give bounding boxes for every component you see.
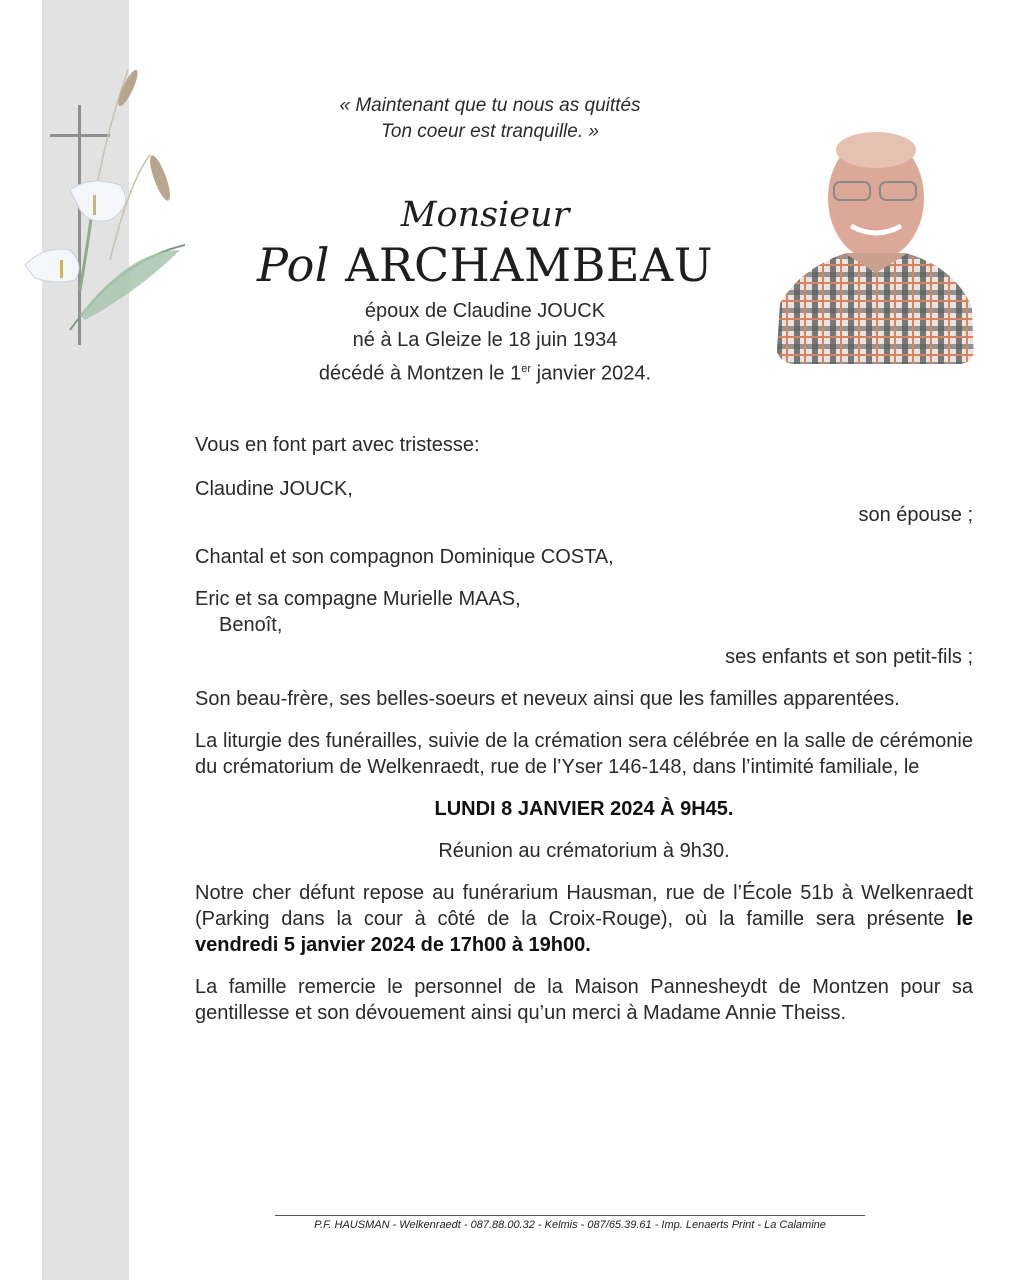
- meeting-text: Réunion au crématorium à 9h30.: [438, 840, 730, 862]
- quote-line-1: « Maintenant que tu nous as quittés: [339, 95, 641, 116]
- deceased-header: [230, 193, 740, 389]
- memorial-quote: [300, 93, 680, 145]
- ceremony-date: LUNDI 8 JANVIER 2024 À 9H45.: [434, 798, 734, 820]
- spouse-role: son épouse ;: [858, 504, 973, 526]
- death-line-prefix: décédé à Montzen le 1: [318, 362, 522, 385]
- lily-icon: [25, 181, 126, 290]
- cross-lily-illustration: [20, 60, 200, 360]
- visitation-time: le vendredi 5 janvier 2024 de 17h00 à 19h00.: [195, 908, 973, 956]
- spouse-line: époux de Claudine JOUCK: [364, 300, 606, 322]
- footer-divider: [275, 1215, 865, 1216]
- children-role: ses enfants et son petit-fils ;: [725, 646, 973, 668]
- quote-line-2: Ton coeur est tranquille. »: [381, 121, 599, 142]
- announcement-body: [195, 432, 973, 1026]
- wheat-icon: [90, 68, 174, 260]
- portrait-photo: [776, 128, 974, 364]
- death-line-ordinal: er: [521, 363, 532, 375]
- visitation-details: Notre cher défunt repose au funérarium Hausman, rue de l’École 51b à Welkenraedt (Parking dans la cour à côté de la Croix-Rouge), où la famille sera présente: [195, 882, 973, 930]
- deceased-name: [230, 237, 740, 293]
- child-2: Eric et sa compagne Murielle MAAS,: [195, 588, 521, 610]
- honorific: Monsieur: [400, 195, 570, 235]
- last-name: ARCHAMBEAU: [345, 238, 713, 292]
- spouse-name: Claudine JOUCK,: [195, 478, 353, 500]
- thanks-text: La famille remercie le personnel de la Maison Pannesheydt de Montzen pour sa gentillesse et son dévouement ainsi qu’un merci à Madame Annie Theiss.: [195, 976, 973, 1024]
- death-line: [230, 355, 740, 389]
- first-name: Pol: [257, 238, 330, 292]
- intro-text: Vous en font part avec tristesse:: [195, 434, 480, 456]
- child-1: Chantal et son compagnon Dominique COSTA,: [195, 546, 614, 568]
- birth-line: né à La Gleize le 18 juin 1934: [352, 329, 618, 351]
- footer-credits: P.F. HAUSMAN - Welkenraedt - 087.88.00.32 - Kelmis - 087/65.39.61 - Imp. Lenaerts Print - La Calamine: [314, 1219, 826, 1231]
- extended-family: Son beau-frère, ses belles-soeurs et neveux ainsi que les familles apparentées.: [195, 688, 900, 710]
- ceremony-text: La liturgie des funérailles, suivie de la crémation sera célébrée en la salle de cérémonie du crématorium de Welkenraedt, rue de l’Yser 146-148, dans l’intimité familiale, le: [195, 730, 973, 778]
- visitation-text: [195, 880, 973, 958]
- palm-leaf-icon: [70, 245, 185, 330]
- grandchild: Benoît,: [219, 614, 283, 636]
- death-line-suffix: janvier 2024.: [531, 362, 652, 385]
